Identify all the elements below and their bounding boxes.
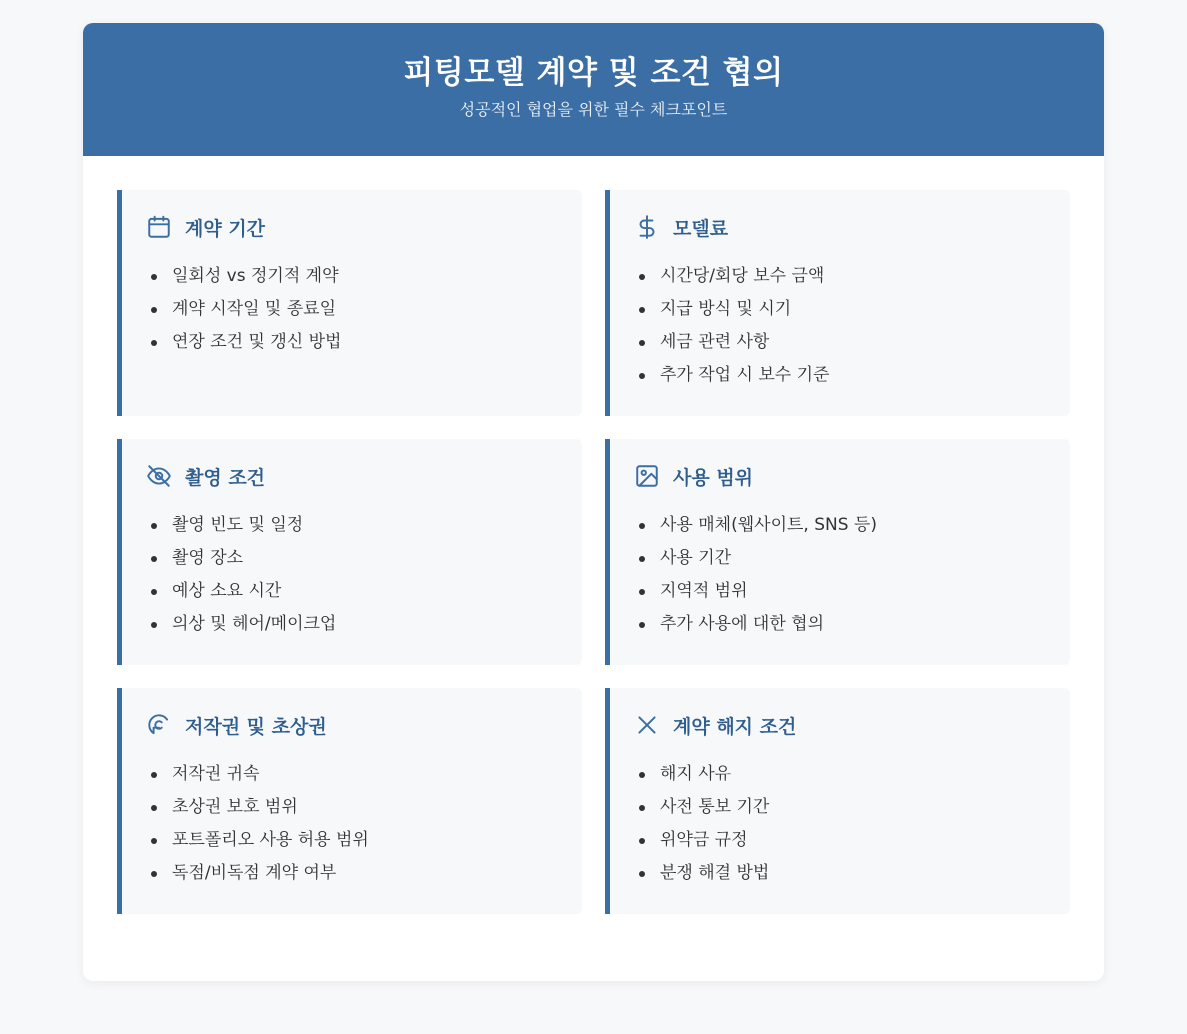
section-contract-period	[117, 190, 582, 416]
section-title: 계약 해지 조건	[673, 715, 797, 738]
list-item: 지역적 범위	[634, 575, 1050, 608]
page-subtitle: 성공적인 협업을 위한 필수 체크포인트	[459, 100, 728, 119]
list-item: 포트폴리오 사용 허용 범위	[146, 824, 562, 857]
section-usage-scope	[605, 439, 1070, 665]
list-item: 촬영 장소	[146, 542, 562, 575]
page-header	[83, 23, 1104, 156]
section-grid	[117, 190, 1070, 914]
copyright-icon	[146, 712, 172, 738]
list-item: 촬영 빈도 및 일정	[146, 509, 562, 542]
list-item: 지급 방식 및 시기	[634, 293, 1050, 326]
section-shooting-conditions	[117, 439, 582, 665]
list-item: 추가 작업 시 보수 기준	[634, 359, 1050, 392]
close-icon	[634, 712, 660, 738]
section-title: 계약 기간	[185, 217, 266, 240]
list-item: 추가 사용에 대한 협의	[634, 608, 1050, 641]
list-item: 사전 통보 기간	[634, 791, 1050, 824]
section-title: 저작권 및 초상권	[185, 715, 327, 738]
list-item: 독점/비독점 계약 여부	[146, 857, 562, 890]
list-item: 예상 소요 시간	[146, 575, 562, 608]
section-list	[146, 758, 562, 890]
section-title: 촬영 조건	[185, 466, 266, 489]
section-list	[634, 260, 1050, 392]
section-model-fee	[605, 190, 1070, 416]
list-item: 초상권 보호 범위	[146, 791, 562, 824]
list-item: 세금 관련 사항	[634, 326, 1050, 359]
section-title: 모델료	[673, 217, 729, 240]
section-header	[634, 462, 1050, 490]
dollar-icon	[634, 214, 660, 240]
section-header	[146, 711, 562, 739]
list-item: 사용 기간	[634, 542, 1050, 575]
section-header	[634, 213, 1050, 241]
section-list	[634, 509, 1050, 641]
list-item: 연장 조건 및 갱신 방법	[146, 326, 562, 359]
list-item: 계약 시작일 및 종료일	[146, 293, 562, 326]
section-copyright	[117, 688, 582, 914]
page-title: 피팅모델 계약 및 조건 협의	[403, 55, 784, 91]
section-title: 사용 범위	[673, 466, 754, 489]
list-item: 저작권 귀속	[146, 758, 562, 791]
calendar-icon	[146, 214, 172, 240]
list-item: 위약금 규정	[634, 824, 1050, 857]
list-item: 해지 사유	[634, 758, 1050, 791]
list-item: 의상 및 헤어/메이크업	[146, 608, 562, 641]
image-icon	[634, 463, 660, 489]
section-list	[634, 758, 1050, 890]
checklist-card	[83, 23, 1104, 981]
section-list	[146, 260, 562, 359]
section-termination	[605, 688, 1070, 914]
section-header	[146, 462, 562, 490]
section-header	[146, 213, 562, 241]
list-item: 일회성 vs 정기적 계약	[146, 260, 562, 293]
list-item: 시간당/회당 보수 금액	[634, 260, 1050, 293]
section-list	[146, 509, 562, 641]
list-item: 사용 매체(웹사이트, SNS 등)	[634, 509, 1050, 542]
list-item: 분쟁 해결 방법	[634, 857, 1050, 890]
eye-off-icon	[146, 463, 172, 489]
section-header	[634, 711, 1050, 739]
